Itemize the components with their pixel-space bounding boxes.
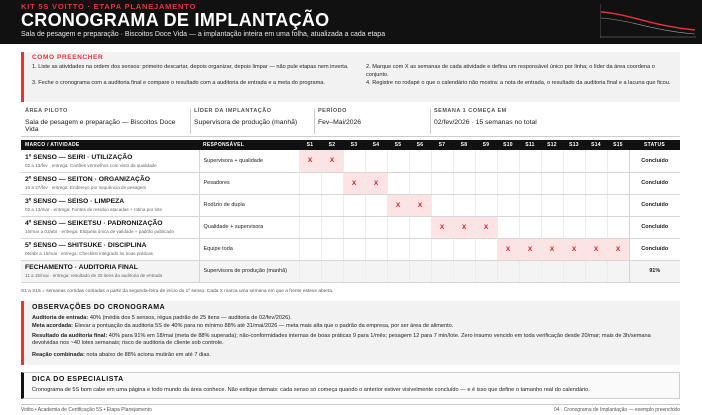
instruction-item: 1. Liste as atividades na ordem dos sensos: primeiro descartar, depois organizar, depois limpar — não pule etapas nem inverta. — [32, 64, 349, 70]
week-cell — [299, 172, 321, 194]
page-subtitle: Sala de pesagem e preparação · Biscoitos Doce Vida — a implantação inteira em uma folha, atualizada a cada etapa — [21, 31, 386, 38]
week-cell — [563, 260, 585, 282]
observation-label: Meta acordada: — [32, 323, 74, 329]
week-cell — [541, 216, 563, 238]
week-cell — [541, 260, 563, 282]
column-header-week: S5 — [387, 140, 409, 150]
week-mark: X — [615, 245, 621, 253]
meta-divider — [314, 109, 315, 134]
week-mark: X — [461, 223, 467, 231]
meta-period-value: Fev–Mai/2026 — [318, 119, 362, 126]
week-cell — [387, 172, 409, 194]
week-cell — [431, 150, 453, 172]
meta-area-label: ÁREA PILOTO — [25, 108, 68, 114]
week-cell — [475, 194, 497, 216]
week-mark: X — [527, 245, 533, 253]
schedule-header-row — [21, 140, 680, 150]
expert-tip-text: Cronograma de 5S bom cabe em uma página e todo mundo da área conhece. Não estique demais: cada senso só começa quando o anterior estiver visivelmente concluído — e é isso que define o tamanho real do calendário. — [32, 387, 590, 393]
expert-tip-panel — [21, 372, 680, 399]
week-cell — [343, 238, 365, 260]
week-mark: X — [571, 245, 577, 253]
week-cell — [343, 194, 365, 216]
responsible-cell: Supervisora de produção (manhã) — [199, 260, 299, 282]
week-mark: X — [505, 245, 511, 253]
week-cell — [563, 150, 585, 172]
column-header-week: S9 — [475, 140, 497, 150]
week-mark: X — [483, 223, 489, 231]
week-cell — [563, 216, 585, 238]
status-badge: Concluído — [629, 172, 680, 194]
week-cell — [453, 172, 475, 194]
activity-name: 4º SENSO — SEIKETSU · PADRONIZAÇÃO — [25, 220, 163, 227]
week-cell — [409, 150, 431, 172]
week-cell — [541, 172, 563, 194]
table-row — [21, 260, 680, 282]
table-row — [21, 172, 680, 194]
column-header-week: S8 — [453, 140, 475, 150]
week-cell — [563, 238, 585, 260]
week-cell — [563, 194, 585, 216]
column-header-activity: MARCO / ATIVIDADE — [21, 140, 199, 150]
week-cell — [453, 260, 475, 282]
page-header — [0, 0, 702, 44]
meta-period-label: PERÍODO — [318, 108, 347, 114]
activity-name: FECHAMENTO · AUDITORIA FINAL — [25, 264, 138, 271]
responsible-cell: Pesadores — [199, 172, 299, 194]
week-cell — [541, 238, 563, 260]
week-cell — [475, 260, 497, 282]
status-badge: 91% — [629, 260, 680, 282]
week-mark: X — [593, 245, 599, 253]
week-cell — [585, 172, 607, 194]
activity-deliverable: 16 a 27/fev · entrega: Endereço por sequência de pesagem — [25, 185, 147, 190]
column-header-week: S13 — [563, 140, 585, 150]
instruction-item: 2. Marque com X as semanas de cada atividade e defina um responsável único por linha; o líder da área coordena o conjunto. — [366, 64, 655, 78]
activity-name: 3º SENSO — SEISO · LIMPEZA — [25, 198, 125, 205]
observation-text: nota abaixo de 88% aciona mutirão em até 7 dias. — [84, 352, 211, 358]
week-cell — [387, 216, 409, 238]
activity-deliverable: 02 a 13/fev · entrega: Cartões vermelhos com visto da qualidade — [25, 162, 157, 168]
footer-right: 04 · Cronograma de Implantação — exemplo preenchido — [553, 407, 680, 413]
week-cell — [321, 260, 343, 282]
meta-area — [25, 108, 185, 134]
responsible-cell: Supervisora + qualidade — [199, 150, 299, 172]
observations-title: OBSERVAÇÕES DO CRONOGRAMA — [32, 304, 166, 311]
meta-area-value: Sala de pesagem e preparação — Biscoitos Doce Vida — [25, 119, 176, 133]
table-row — [21, 150, 680, 172]
week-cell — [365, 216, 387, 238]
meta-week1-label: SEMANA 1 COMEÇA EM — [434, 108, 507, 114]
status-badge: Concluído — [629, 150, 680, 172]
week-cell — [453, 150, 475, 172]
week-cell — [475, 172, 497, 194]
week-cell — [409, 216, 431, 238]
observation-label: Auditoria de entrada: — [32, 315, 89, 321]
meta-divider — [430, 109, 431, 134]
column-header-week: S1 — [299, 140, 321, 150]
activity-cell — [21, 260, 199, 282]
column-header-week: S11 — [519, 140, 541, 150]
week-cell — [497, 216, 519, 238]
instructions-panel — [21, 52, 680, 102]
week-cell — [519, 260, 541, 282]
observation-reaction — [32, 352, 672, 359]
column-header-status: STATUS — [629, 140, 680, 150]
activity-deliverable: 16/mar a 03/abr · entrega: Etiqueta única de validade + padrão publicado — [25, 229, 175, 234]
week-cell — [343, 216, 365, 238]
week-cell — [585, 194, 607, 216]
week-cell — [585, 238, 607, 260]
column-header-week: S3 — [343, 140, 365, 150]
week-cell — [475, 238, 497, 260]
meta-leader-value: Supervisora de produção (manhã) — [194, 119, 298, 126]
week-cell — [365, 172, 387, 194]
meta-week1 — [434, 108, 674, 134]
week-cell — [607, 150, 629, 172]
week-cell — [431, 194, 453, 216]
table-row — [21, 216, 680, 238]
footer-separator — [21, 404, 680, 405]
table-row — [21, 238, 680, 260]
week-cell — [607, 172, 629, 194]
week-cell — [519, 172, 541, 194]
week-cell — [431, 260, 453, 282]
activity-deliverable: 11 a 15/mai · entrega: resultado de 25 itens da auditoria de entrada — [25, 273, 163, 278]
week-cell — [321, 194, 343, 216]
week-cell — [497, 238, 519, 260]
week-cell — [409, 238, 431, 260]
footer-left: Voitto • Academia de Certificação 5S • Etapa Planejamento — [21, 407, 152, 413]
week-mark: X — [373, 179, 379, 187]
week-cell — [453, 216, 475, 238]
week-mark: X — [395, 201, 401, 209]
week-mark: X — [329, 157, 335, 165]
schedule-table — [21, 140, 680, 283]
week-cell — [519, 238, 541, 260]
week-cell — [431, 216, 453, 238]
observation-label: Reação combinada: — [32, 352, 85, 358]
status-badge: Concluído — [629, 216, 680, 238]
responsible-cell: Rodízio de dupla — [199, 194, 299, 216]
observation-label: Resultado da auditoria final: — [32, 333, 108, 339]
week-cell — [453, 238, 475, 260]
activity-name: 2º SENSO — SEITON · ORGANIZAÇÃO — [25, 176, 151, 183]
observation-goal — [32, 323, 672, 330]
week-cell — [541, 150, 563, 172]
column-header-week: S4 — [365, 140, 387, 150]
week-cell — [519, 216, 541, 238]
meta-separator — [21, 136, 680, 137]
week-mark: X — [307, 157, 313, 165]
week-cell — [321, 216, 343, 238]
page-kicker: KIT 5S VOITTO · ETAPA PLANEJAMENTO — [21, 2, 197, 11]
week-cell — [409, 194, 431, 216]
week-cell — [321, 238, 343, 260]
week-cell — [409, 172, 431, 194]
week-cell — [497, 172, 519, 194]
responsible-cell: Equipe toda — [199, 238, 299, 260]
brand-logo-icon — [600, 4, 696, 38]
observation-text: Elevar a pontuação da auditoria 5S de 40% para no mínimo 88% até 31/mai/2026 — meta mais alta que o padrão da empresa, por ser área de alimento. — [73, 323, 454, 329]
column-header-week: S15 — [607, 140, 629, 150]
week-cell — [541, 194, 563, 216]
week-cell — [585, 216, 607, 238]
activity-cell — [21, 194, 199, 216]
week-cell — [321, 172, 343, 194]
meta-period — [318, 108, 428, 134]
week-cell — [299, 238, 321, 260]
column-header-week: S10 — [497, 140, 519, 150]
week-cell — [365, 150, 387, 172]
week-cell — [409, 260, 431, 282]
column-header-responsible: RESPONSÁVEL — [199, 140, 299, 150]
page-title: CRONOGRAMA DE IMPLANTAÇÃO — [21, 10, 330, 30]
week-cell — [365, 260, 387, 282]
activity-cell — [21, 216, 199, 238]
week-cell — [453, 194, 475, 216]
week-cell — [387, 150, 409, 172]
activity-deliverable: 02 a 13/mar · entrega: Fontes de resíduo atacadas + rotina por lote — [25, 207, 163, 212]
week-cell — [519, 150, 541, 172]
table-row — [21, 194, 680, 216]
week-cell — [497, 150, 519, 172]
activity-name: 1º SENSO — SEIRI · UTILIZAÇÃO — [25, 153, 133, 161]
column-header-week: S6 — [409, 140, 431, 150]
observation-text: 40% (média dos 5 sensos, régua padrão de 25 itens — auditoria de 02/fev/2026). — [88, 315, 292, 321]
week-cell — [607, 260, 629, 282]
week-cell — [607, 194, 629, 216]
column-header-week: S2 — [321, 140, 343, 150]
activity-cell — [21, 150, 199, 172]
week-cell — [475, 216, 497, 238]
activity-name: 5º SENSO — SHITSUKE · DISCIPLINA — [25, 242, 147, 249]
week-cell — [475, 150, 497, 172]
observation-text: 40% para 91% em 18/mai (meta de 88% superada); não-conformidades internas de boas práticas 9 para 1/mês; pesagem 12 para 7 min/lote. Zero insumo vencido em toda verificação desde 20/mar; mais de 3h/semana devolvidas nos ~40 lotes semanais; risco de auditoria de cliente sob controle. — [32, 333, 651, 347]
week-cell — [365, 238, 387, 260]
week-mark: X — [417, 201, 423, 209]
week-cell — [343, 150, 365, 172]
column-header-week: S12 — [541, 140, 563, 150]
week-cell — [343, 260, 365, 282]
week-cell — [585, 150, 607, 172]
column-header-week: S14 — [585, 140, 607, 150]
week-mark: X — [351, 179, 357, 187]
week-cell — [299, 150, 321, 172]
instruction-item: 4. Registre no rodapé o que o calendário não mostra: a nota de entrada, o resultado da auditoria final e a lacuna que ficou. — [366, 80, 671, 86]
observation-entry-audit — [32, 315, 672, 322]
meta-leader — [194, 108, 309, 134]
week-cell — [431, 238, 453, 260]
week-cell — [387, 238, 409, 260]
week-mark: X — [549, 245, 555, 253]
instructions-title: COMO PREENCHER — [32, 54, 104, 61]
responsible-cell: Qualidade + supervisora — [199, 216, 299, 238]
instruction-item: 3. Feche o cronograma com a auditoria final e compare o resultado com a auditoria de entrada e a meta do programa. — [32, 80, 325, 86]
week-cell — [299, 194, 321, 216]
week-cell — [497, 260, 519, 282]
week-cell — [321, 150, 343, 172]
meta-week1-value: 02/fev/2026 · 15 semanas no total — [434, 119, 537, 126]
schedule-footnote: S1 a S15 = semanas corridas contadas a partir da segunda-feira de início do 1º senso. Cada X marca uma semana em que a frente esteve aberta. — [21, 289, 334, 294]
observations-panel — [21, 301, 680, 365]
week-cell — [431, 172, 453, 194]
status-badge: Concluído — [629, 194, 680, 216]
week-cell — [607, 238, 629, 260]
week-cell — [387, 260, 409, 282]
week-cell — [343, 172, 365, 194]
meta-leader-label: LÍDER DA IMPLANTAÇÃO — [194, 108, 272, 114]
expert-tip-title: DICA DO ESPECIALISTA — [32, 376, 124, 383]
week-cell — [299, 260, 321, 282]
week-mark: X — [439, 223, 445, 231]
activity-cell — [21, 172, 199, 194]
week-cell — [299, 216, 321, 238]
observation-final-result — [32, 333, 672, 348]
column-header-week: S7 — [431, 140, 453, 150]
week-cell — [365, 194, 387, 216]
activity-deliverable: 06/abr a 15/mai · entrega: Checklist integrado às boas práticas — [25, 251, 153, 256]
week-cell — [387, 194, 409, 216]
week-cell — [563, 172, 585, 194]
week-cell — [497, 194, 519, 216]
week-cell — [607, 216, 629, 238]
meta-divider — [190, 109, 191, 134]
status-badge: Concluído — [629, 238, 680, 260]
week-cell — [585, 260, 607, 282]
activity-cell — [21, 238, 199, 260]
week-cell — [519, 194, 541, 216]
